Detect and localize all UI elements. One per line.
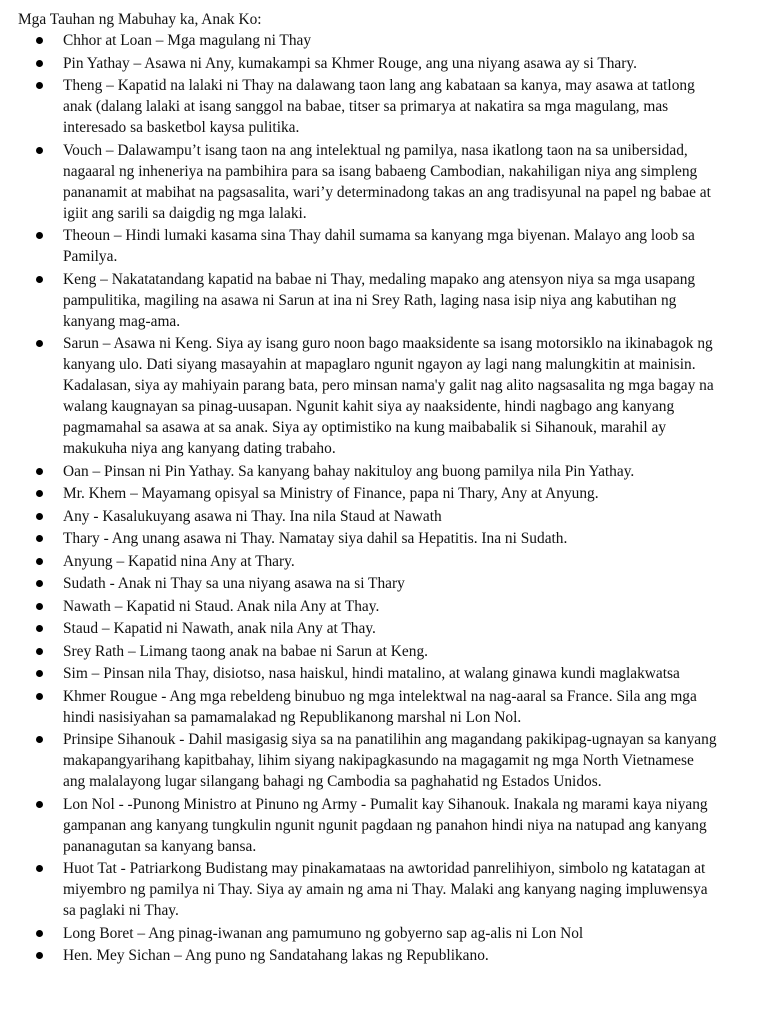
list-item-text: Staud – Kapatid ni Nawath, anak nila Any at Thay. <box>63 620 376 637</box>
bullet-icon <box>36 60 43 67</box>
bullet-icon <box>36 513 43 520</box>
list-item-text: Prinsipe Sihanouk - Dahil masigasig siya sa na panatilihin ang magandang pakikipag-ugnayan sa kanyang <box>63 731 717 748</box>
list-item-text: Lon Nol - -Punong Ministro at Pinuno ng Army - Pumalit kay Sihanouk. Inakala ng marami kaya niyang <box>63 795 708 813</box>
list-item <box>0 663 768 684</box>
list-item <box>0 923 768 944</box>
list-item-text: makukuha niya ang kanyang dating trabaho. <box>63 440 336 457</box>
list-item <box>0 333 768 459</box>
list-item <box>0 641 768 662</box>
list-item-text: Srey Rath – Limang taong anak na babae ni Sarun at Keng. <box>63 642 428 660</box>
page-title: Mga Tauhan ng Mabuhay ka, Anak Ko: <box>18 11 262 28</box>
list-item <box>0 686 768 728</box>
list-item-text: Mr. Khem – Mayamang opisyal sa Ministry of Finance, papa ni Thary, Any at Anyung. <box>63 485 599 502</box>
bullet-icon <box>36 232 43 239</box>
list-item <box>0 30 768 51</box>
list-item-text: pampulitika, magiling na asawa ni Sarun at ina ni Srey Rath, laging nasa isip niya ang kabutihan ng <box>63 291 677 309</box>
list-item-text: Oan – Pinsan ni Pin Yathay. Sa kanyang bahay nakituloy ang buong pamilya nila Pin Yathay. <box>63 462 635 480</box>
list-item-text: sa paglaki ni Thay. <box>63 902 179 919</box>
bullet-icon <box>36 37 43 44</box>
list-item <box>0 729 768 792</box>
list-item-text: Any - Kasalukuyang asawa ni Thay. Ina nila Staud at Nawath <box>63 507 442 525</box>
bullet-icon <box>36 865 43 872</box>
list-item <box>0 75 768 138</box>
character-list <box>0 30 768 968</box>
list-item-text: interesado sa basketbol kaysa pulitika. <box>63 119 300 136</box>
list-item <box>0 551 768 572</box>
list-item <box>0 528 768 549</box>
bullet-icon <box>36 603 43 610</box>
list-item <box>0 225 768 267</box>
bullet-icon <box>36 276 43 283</box>
bullet-icon <box>36 801 43 808</box>
list-item-text: Sarun – Asawa ni Keng. Siya ay isang guro noon bago maaksidente sa isang motorsiklo na ikinabagok ng <box>63 335 713 352</box>
list-item-text: Kadalasan, siya ay mahiyain parang bata, pero minsan nama'y galit nag alito nagsasalita ng mga bagay na <box>63 377 714 394</box>
list-item <box>0 858 768 921</box>
list-item <box>0 945 768 966</box>
bullet-icon <box>36 340 43 347</box>
bullet-icon <box>36 558 43 565</box>
list-item-text: anak (dalang lalaki at isang sanggol na babae, titser sa primarya at nakatira sa mga magulang, mas <box>63 98 669 115</box>
list-item <box>0 140 768 224</box>
list-item-text: Pamilya. <box>63 248 118 265</box>
list-item-text: nagaaral ng inheneriya na pambihira para sa isang babaeng Cambodian, nakahiligan niya ang simpleng <box>63 162 698 180</box>
list-item-text: Sim – Pinsan nila Thay, disiotso, nasa haiskul, hindi matalino, at walang ginawa kundi maglakwatsa <box>63 665 680 682</box>
list-item <box>0 53 768 74</box>
list-item-text: Nawath – Kapatid ni Staud. Anak nila Any at Thay. <box>63 597 380 615</box>
bullet-icon <box>36 468 43 475</box>
list-item-text: pananamit at mabihat na pagsasalita, wari’y determinadong takas an ang tradisyunal na papel ng babae at <box>63 183 711 201</box>
list-item <box>0 618 768 639</box>
list-item <box>0 506 768 527</box>
list-item-text: kanyang mag-ama. <box>63 312 181 330</box>
list-item-text: Khmer Rougue - Ang mga rebeldeng binubuo ng mga intelektwal na nag-aaral sa France. Sila ang mga <box>63 687 697 705</box>
list-item-text: gampanan ang kanyang tungkulin ngunit ngunit pagdaan ng panahon hindi niya na natupad ang kanyang <box>63 816 707 834</box>
list-item-text: Theng – Kapatid na lalaki ni Thay na dalawang taon lang ang kabataan sa kanya, may asawa at tatlong <box>63 77 695 94</box>
list-item-text: Huot Tat - Patriarkong Budistang may pinakamataas na awtoridad panrelihiyon, simbolo ng katatagan at <box>63 860 706 877</box>
list-item <box>0 483 768 504</box>
list-item <box>0 269 768 332</box>
list-item-text: Long Boret – Ang pinag-iwanan ang pamumuno ng gobyerno sap ag-alis ni Lon Nol <box>63 924 584 942</box>
list-item-text: makapangyarihang kapitbahay, lihim siyang nakipagkasundo na magagamit ng mga North Vietnamese <box>63 752 694 769</box>
bullet-icon <box>36 952 43 959</box>
bullet-icon <box>36 693 43 700</box>
list-item-text: Vouch – Dalawampu’t isang taon na ang intelektual ng pamilya, nasa ikatlong taon na sa unibersidad, <box>63 141 688 159</box>
bullet-icon <box>36 625 43 632</box>
bullet-icon <box>36 648 43 655</box>
list-item-text: Thary - Ang unang asawa ni Thay. Namatay siya dahil sa Hepatitis. Ina ni Sudath. <box>63 530 568 547</box>
list-item-text: igiit ang sarili sa daigdig ng mga lalaki. <box>63 204 307 222</box>
list-item-text: Theoun – Hindi lumaki kasama sina Thay dahil sumama sa kanyang mga biyenan. Malayo ang loob sa <box>63 227 695 244</box>
bullet-icon <box>36 82 43 89</box>
bullet-icon <box>36 736 43 743</box>
list-item-text: Chhor at Loan – Mga magulang ni Thay <box>63 32 312 49</box>
list-item-text: ang malalayong lugar silangang bahagi ng Cambodia sa paghahatid ng Estados Unidos. <box>63 773 602 790</box>
list-item-text: hindi nasisiyahan sa pamamalakad ng Republikanong marshal ni Lon Nol. <box>63 708 522 726</box>
bullet-icon <box>36 147 43 154</box>
list-item-text: walang kaugnayan sa pinag-uusapan. Ngunit kahit siya ay naaksidente, hindi nagbago ang kanyang <box>63 398 675 415</box>
bullet-icon <box>36 580 43 587</box>
list-item-text: Sudath - Anak ni Thay sa una niyang asawa na si Thary <box>63 575 405 592</box>
list-item-text: Anyung – Kapatid nina Any at Thary. <box>63 552 295 570</box>
list-item <box>0 794 768 857</box>
list-item-text: kanyang ulo. Dati siyang masayahin at mapaglaro ngunit ngayon ay lagi nang malungkitin at mainisin. <box>63 356 696 373</box>
list-item <box>0 461 768 482</box>
list-item-text: Hen. Mey Sichan – Ang puno ng Sandatahang lakas ng Republikano. <box>63 947 489 964</box>
bullet-icon <box>36 930 43 937</box>
bullet-icon <box>36 535 43 542</box>
list-item-text: Pin Yathay – Asawa ni Any, kumakampi sa Khmer Rouge, ang una niyang asawa ay si Thary. <box>63 54 637 72</box>
bullet-icon <box>36 490 43 497</box>
list-item-text: miyembro ng pamilya ni Thay. Siya ay amain ng ama ni Thay. Malaki ang kanyang naging impluwensya <box>63 881 708 898</box>
list-item <box>0 573 768 594</box>
bullet-icon <box>36 670 43 677</box>
list-item-text: pagmamahal sa asawa at sa anak. Siya ay optimistiko na kung maibabalik si Sihanouk, marahil ay <box>63 419 667 436</box>
list-item-text: Keng – Nakatatandang kapatid na babae ni Thay, medaling mapako ang atensyon niya sa mga usapang <box>63 270 696 288</box>
list-item <box>0 596 768 617</box>
list-item-text: pananagutan sa kanyang bansa. <box>63 837 257 855</box>
